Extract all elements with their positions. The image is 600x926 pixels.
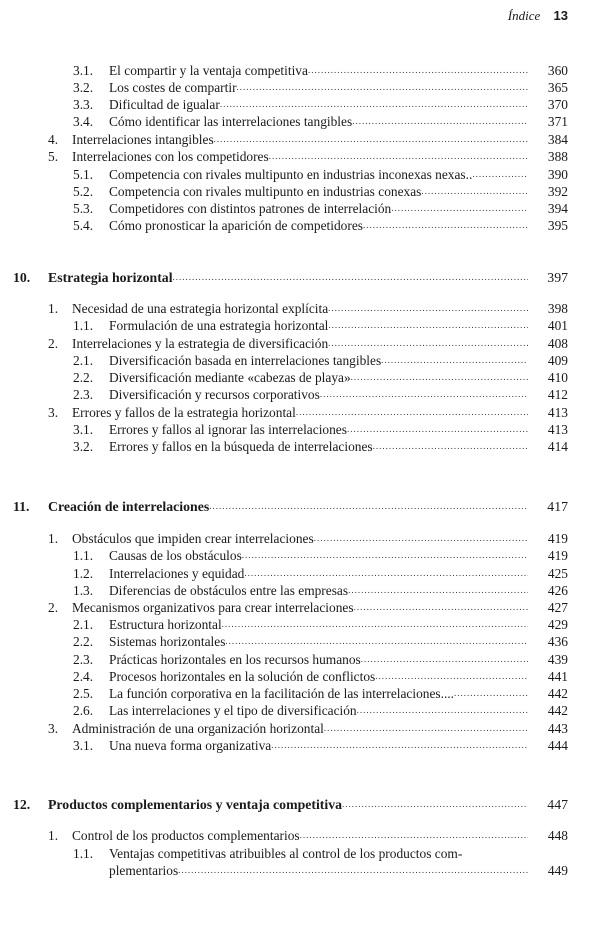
entry-text-wrapper — [109, 352, 528, 369]
subsection-entry — [0, 113, 600, 130]
entry-number: 3.1. — [73, 422, 94, 437]
entry-number: 2.3. — [73, 652, 94, 667]
dot-leader — [296, 404, 528, 421]
entry-number: 5.3. — [73, 201, 94, 216]
chapter-entry — [0, 269, 600, 286]
dot-leader — [244, 565, 528, 582]
section-entry — [0, 335, 600, 352]
entry-page-number: 429 — [547, 617, 568, 632]
dot-leader — [361, 651, 528, 668]
entry-title: plementarios — [109, 863, 179, 878]
entry-page-number: 394 — [547, 201, 568, 216]
entry-page-number: 448 — [547, 828, 568, 843]
dot-leader — [472, 166, 528, 183]
entry-title: Formulación de una estrategia horizontal — [109, 318, 329, 333]
dot-leader — [421, 183, 528, 200]
subsection-entry — [0, 845, 600, 862]
entry-title: Ventajas competitivas atribuibles al control de los productos com- — [109, 846, 463, 861]
entry-number: 3.3. — [73, 97, 94, 112]
dot-leader — [391, 200, 528, 217]
entry-page-number: 388 — [547, 149, 568, 164]
entry-title: Sistemas horizontales — [109, 634, 226, 649]
entry-number: 1.1. — [73, 318, 94, 333]
entry-page-number: 398 — [547, 301, 568, 316]
entry-page-number: 395 — [547, 218, 568, 233]
entry-title: La función corporativa en la facilitación de las interrelaciones.... — [109, 686, 455, 701]
entry-number: 2.6. — [73, 703, 94, 718]
entry-number: 2.2. — [73, 634, 94, 649]
entry-text-wrapper — [48, 269, 528, 286]
entry-page-number: 370 — [547, 97, 568, 112]
subsection-entry — [0, 616, 600, 633]
entry-page-number: 410 — [547, 370, 568, 385]
entry-text-wrapper — [109, 651, 528, 668]
entry-text-wrapper — [109, 737, 528, 754]
entry-text-wrapper — [109, 616, 528, 633]
entry-title: Productos complementarios y ventaja competitiva — [48, 797, 343, 812]
dot-leader — [373, 438, 528, 455]
entry-page-number: 439 — [547, 652, 568, 667]
entry-text-wrapper — [109, 668, 528, 685]
subsection-entry — [0, 668, 600, 685]
dot-leader — [363, 217, 528, 234]
entry-number: 2.1. — [73, 353, 94, 368]
entry-title: Prácticas horizontales en los recursos humanos — [109, 652, 361, 667]
entry-text-wrapper — [109, 421, 528, 438]
section-entry — [0, 720, 600, 737]
dot-leader — [357, 702, 528, 719]
dot-leader — [348, 582, 528, 599]
entry-page-number: 426 — [547, 583, 568, 598]
entry-title: Cómo identificar las interrelaciones tangibles — [109, 114, 353, 129]
entry-text-wrapper — [72, 131, 528, 148]
entry-number: 2.4. — [73, 669, 94, 684]
entry-number: 1. — [48, 301, 59, 316]
entry-title: Necesidad de una estrategia horizontal explícita — [72, 301, 329, 316]
entry-text-wrapper — [72, 404, 528, 421]
subsection-entry — [0, 547, 600, 564]
entry-title: Procesos horizontales en la solución de conflictos — [109, 669, 376, 684]
entry-number: 3.2. — [73, 439, 94, 454]
entry-page-number: 384 — [547, 132, 568, 147]
subsection-entry — [0, 386, 600, 403]
entry-title: Estructura horizontal — [109, 617, 222, 632]
running-header — [508, 8, 568, 24]
subsection-entry — [0, 79, 600, 96]
entry-page-number: 425 — [547, 566, 568, 581]
entry-title: Interrelaciones y equidad — [109, 566, 245, 581]
entry-text-wrapper — [109, 369, 528, 386]
entry-title: Errores y fallos en la búsqueda de interrelaciones — [109, 439, 373, 454]
dot-leader — [375, 668, 528, 685]
section-entry — [0, 530, 600, 547]
entry-number: 2.5. — [73, 686, 94, 701]
entry-page-number: 414 — [547, 439, 568, 454]
subsection-entry — [0, 651, 600, 668]
chapter-entry — [0, 498, 600, 515]
entry-page-number: 417 — [547, 499, 568, 514]
entry-number: 3. — [48, 721, 59, 736]
entry-text-wrapper — [48, 796, 528, 813]
entry-page-number: 442 — [547, 686, 568, 701]
dot-leader — [300, 827, 528, 844]
entry-number: 1.1. — [73, 548, 94, 563]
dot-leader — [324, 720, 528, 737]
entry-title: Una nueva forma organizativa — [109, 738, 272, 753]
dot-leader — [314, 530, 528, 547]
entry-number: 1.1. — [73, 846, 94, 861]
entry-title: Errores y fallos al ignorar las interrelaciones — [109, 422, 347, 437]
entry-title: Diversificación mediante «cabezas de playa» — [109, 370, 351, 385]
entry-page-number: 371 — [547, 114, 568, 129]
entry-number: 1.3. — [73, 583, 94, 598]
subsection-entry — [0, 565, 600, 582]
entry-page-number: 408 — [547, 336, 568, 351]
subsection-entry — [0, 702, 600, 719]
entry-page-number: 419 — [547, 548, 568, 563]
entry-page-number: 419 — [547, 531, 568, 546]
entry-number: 3.1. — [73, 63, 94, 78]
subsection-entry — [0, 183, 600, 200]
subsection-entry — [0, 737, 600, 754]
entry-page-number: 427 — [547, 600, 568, 615]
entry-page-number: 412 — [547, 387, 568, 402]
subsection-entry — [0, 582, 600, 599]
entry-page-number: 444 — [547, 738, 568, 753]
subsection-entry — [0, 317, 600, 334]
entry-text-wrapper — [72, 599, 528, 616]
entry-number: 3.4. — [73, 114, 94, 129]
dot-leader — [381, 352, 528, 369]
entry-number: 2.2. — [73, 370, 94, 385]
section-entry — [0, 131, 600, 148]
entry-text-wrapper — [109, 386, 528, 403]
entry-number: 3.2. — [73, 80, 94, 95]
subsection-continuation — [0, 862, 600, 879]
entry-title: Diferencias de obstáculos entre las empresas — [109, 583, 349, 598]
dot-leader — [354, 599, 528, 616]
section-entry — [0, 599, 600, 616]
entry-title: Los costes de compartir — [109, 80, 237, 95]
entry-text-wrapper — [72, 827, 528, 844]
entry-text-wrapper — [109, 582, 528, 599]
header-page-number: 13 — [553, 8, 568, 23]
subsection-entry — [0, 633, 600, 650]
entry-page-number: 397 — [547, 270, 568, 285]
entry-title: Interrelaciones y la estrategia de diversificación — [72, 336, 329, 351]
entry-title: Interrelaciones intangibles — [72, 132, 214, 147]
entry-page-number: 441 — [547, 669, 568, 684]
entry-number: 5.2. — [73, 184, 94, 199]
entry-title: Interrelaciones con los competidores — [72, 149, 269, 164]
dot-leader — [271, 737, 528, 754]
entry-title: Diversificación y recursos corporativos — [109, 387, 320, 402]
entry-title: Causas de los obstáculos — [109, 548, 242, 563]
dot-leader — [225, 633, 528, 650]
entry-title: Creación de interrelaciones — [48, 499, 210, 514]
dot-leader — [328, 300, 528, 317]
entry-number: 4. — [48, 132, 59, 147]
dot-leader — [237, 79, 528, 96]
entry-page-number: 447 — [547, 797, 568, 812]
entry-number: 1.2. — [73, 566, 94, 581]
entry-number: 3. — [48, 405, 59, 420]
dot-leader — [454, 685, 528, 702]
entry-text-wrapper — [109, 79, 528, 96]
subsection-entry — [0, 685, 600, 702]
section-entry — [0, 300, 600, 317]
entry-text-wrapper — [72, 148, 528, 165]
subsection-entry — [0, 96, 600, 113]
entry-page-number: 392 — [547, 184, 568, 199]
entry-number: 5.1. — [73, 167, 94, 182]
entry-title: Control de los productos complementarios — [72, 828, 300, 843]
entry-text-wrapper — [72, 335, 528, 352]
entry-text-wrapper — [72, 530, 528, 547]
entry-number: 11. — [13, 499, 30, 514]
entry-text-wrapper — [109, 633, 528, 650]
dot-leader — [220, 96, 528, 113]
entry-page-number: 443 — [547, 721, 568, 736]
entry-text-wrapper — [109, 217, 528, 234]
entry-text-wrapper — [109, 317, 528, 334]
subsection-entry — [0, 200, 600, 217]
entry-title: Competidores con distintos patrones de interrelación — [109, 201, 392, 216]
entry-number: 5. — [48, 149, 59, 164]
entry-title: Mecanismos organizativos para crear interrelaciones — [72, 600, 354, 615]
entry-title: Cómo pronosticar la aparición de competidores — [109, 218, 363, 233]
dot-leader — [328, 317, 528, 334]
subsection-entry — [0, 421, 600, 438]
entry-text-wrapper — [109, 438, 528, 455]
dot-leader — [209, 498, 528, 515]
dot-leader — [214, 131, 528, 148]
entry-text-wrapper — [109, 702, 528, 719]
dot-leader — [347, 421, 528, 438]
entry-text-wrapper — [48, 498, 528, 515]
subsection-entry — [0, 438, 600, 455]
entry-page-number: 365 — [547, 80, 568, 95]
entry-number: 1. — [48, 531, 59, 546]
entry-text-wrapper — [109, 685, 528, 702]
entry-page-number: 442 — [547, 703, 568, 718]
entry-title: Diversificación basada en interrelaciones tangibles — [109, 353, 382, 368]
section-entry — [0, 827, 600, 844]
entry-page-number: 413 — [547, 405, 568, 420]
dot-leader — [342, 796, 528, 813]
entry-title: Obstáculos que impiden crear interrelaciones — [72, 531, 314, 546]
dot-leader — [269, 148, 528, 165]
entry-text-wrapper — [109, 862, 528, 879]
entry-text-wrapper — [72, 720, 528, 737]
entry-title: Dificultad de igualar — [109, 97, 220, 112]
entry-number: 3.1. — [73, 738, 94, 753]
entry-text-wrapper — [109, 62, 528, 79]
subsection-entry — [0, 217, 600, 234]
dot-leader — [320, 386, 528, 403]
entry-number: 12. — [13, 797, 31, 812]
entry-page-number: 413 — [547, 422, 568, 437]
dot-leader — [352, 113, 528, 130]
entry-number: 1. — [48, 828, 59, 843]
entry-text-wrapper — [109, 565, 528, 582]
entry-number: 2.3. — [73, 387, 94, 402]
section-entry — [0, 148, 600, 165]
entry-text-wrapper — [109, 113, 528, 130]
entry-text-wrapper — [109, 96, 528, 113]
dot-leader — [178, 862, 528, 879]
section-entry — [0, 404, 600, 421]
entry-page-number: 360 — [547, 63, 568, 78]
entry-page-number: 390 — [547, 167, 568, 182]
entry-text-wrapper — [109, 200, 528, 217]
dot-leader — [222, 616, 528, 633]
header-title: Índice — [507, 8, 541, 23]
entry-number: 10. — [13, 270, 31, 285]
entry-title: El compartir y la ventaja competitiva — [109, 63, 308, 78]
entry-title: Administración de una organización horizontal — [72, 721, 324, 736]
entry-page-number: 401 — [547, 318, 568, 333]
chapter-entry — [0, 796, 600, 813]
dot-leader — [351, 369, 528, 386]
entry-number: 2. — [48, 336, 59, 351]
entry-text-wrapper — [109, 547, 528, 564]
subsection-entry — [0, 62, 600, 79]
dot-leader — [173, 269, 528, 286]
subsection-entry — [0, 352, 600, 369]
entry-text-wrapper — [72, 300, 528, 317]
dot-leader — [308, 62, 528, 79]
entry-title: Errores y fallos de la estrategia horizontal — [72, 405, 296, 420]
entry-title: Competencia con rivales multipunto en industrias conexas — [109, 184, 422, 199]
entry-title: Competencia con rivales multipunto en industrias inconexas nexas.. — [109, 167, 473, 182]
subsection-entry — [0, 166, 600, 183]
entry-number: 5.4. — [73, 218, 94, 233]
entry-number: 2.1. — [73, 617, 94, 632]
entry-title: Estrategia horizontal — [48, 270, 173, 285]
entry-title: Las interrelaciones y el tipo de diversificación — [109, 703, 357, 718]
entry-text-wrapper — [109, 183, 528, 200]
entry-page-number: 409 — [547, 353, 568, 368]
dot-leader — [242, 547, 528, 564]
subsection-entry — [0, 369, 600, 386]
dot-leader — [328, 335, 528, 352]
entry-text-wrapper — [109, 166, 528, 183]
entry-page-number: 436 — [547, 634, 568, 649]
entry-page-number: 449 — [547, 863, 568, 878]
entry-text-wrapper — [109, 845, 528, 862]
entry-number: 2. — [48, 600, 59, 615]
